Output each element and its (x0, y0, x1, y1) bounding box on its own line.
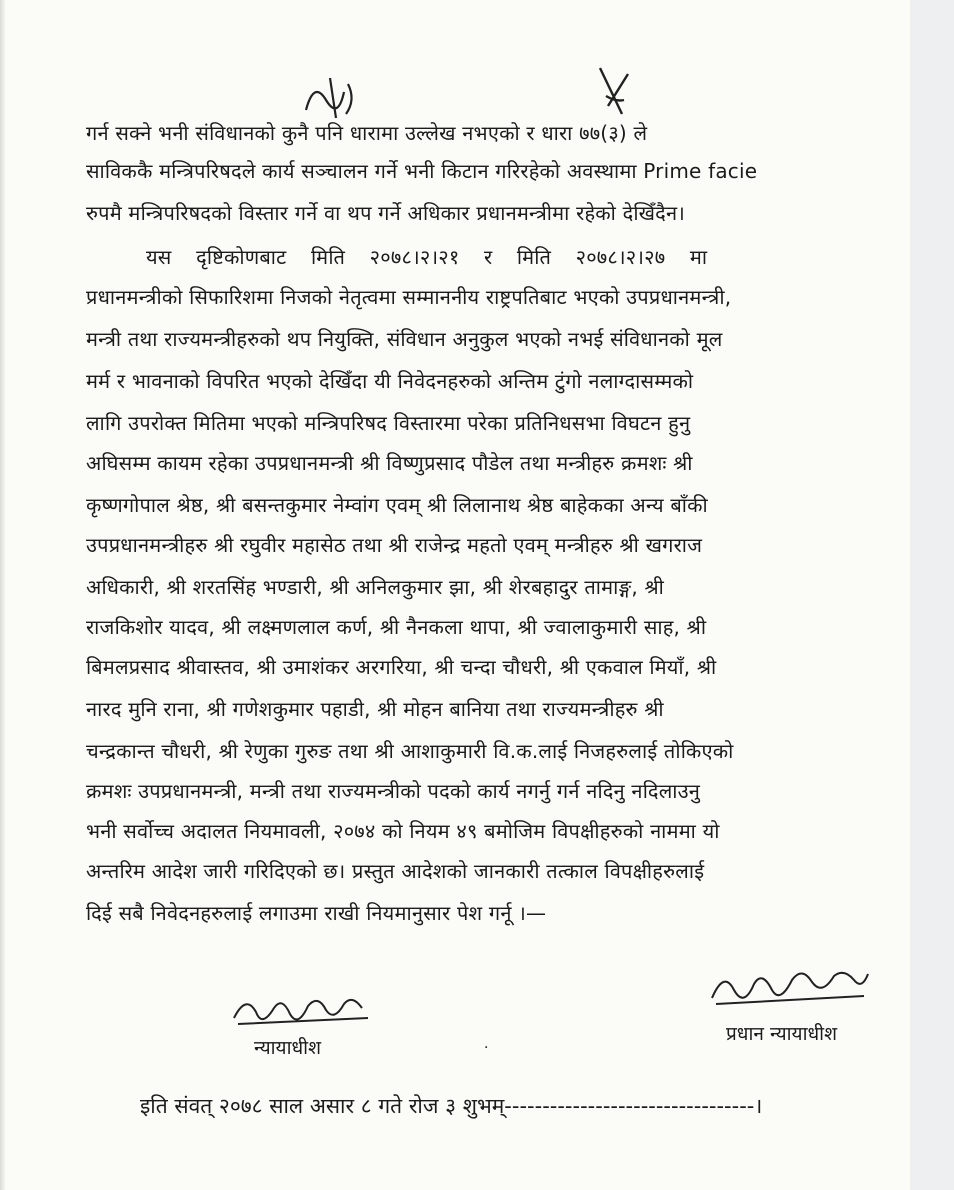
body-line-19: अन्तरिम आदेश जारी गरिदिएको छ। प्रस्तुत आदेशको जानकारी तत्काल विपक्षीहरुलाई (86, 859, 705, 883)
body-line-12: अधिकारी, श्री शरतसिंह भण्डारी, श्री अनिलकुमार झा, श्री शेरबहादुर तामाङ्ग, श्री (86, 575, 665, 599)
left-signature (228, 988, 378, 1038)
body-line-3: रुपमै मन्त्रिपरिषदको विस्तार गर्ने वा थप गर्ने अधिकार प्रधानमन्त्रीमा रहेको देखिँदैन। (86, 201, 686, 225)
body-line-9: अघिसम्म कायम रहेका उपप्रधानमन्त्री श्री विष्णुप्रसाद पौडेल तथा मन्त्रीहरु क्रमशः श्री (86, 451, 693, 475)
right-signature (704, 960, 874, 1016)
body-line-16: चन्द्रकान्त चौधरी, श्री रेणुका गुरुङ तथा श्री आशाकुमारी वि.क.लाई निजहरुलाई तोकिएको (86, 739, 734, 763)
body-line-18: भनी सर्वोच्च अदालत नियमावली, २०७४ को नियम ४९ बमोजिम विपक्षीहरुको नाममा यो (86, 819, 720, 843)
body-line-13: राजकिशोर यादव, श्री लक्ष्मणलाल कर्ण, श्री नैनकला थापा, श्री ज्वालाकुमारी साह, श्री (86, 615, 707, 639)
body-line-4: यस दृष्टिकोणबाट मिति २०७८।२।२१ र मिति २०७८।२।२७ मा (146, 245, 708, 269)
body-line-17: क्रमशः उपप्रधानमन्त्री, मन्त्री तथा राज्यमन्त्रीको पदको कार्य नगर्नु गर्न नदिनु नदिलाउनु (86, 779, 701, 803)
handwritten-cross-mark (592, 64, 642, 124)
stray-dot: · (484, 1040, 489, 1056)
body-line-8: लागि उपरोक्त मितिमा भएको मन्त्रिपरिषद विस्तारमा परेका प्रतिनिधसभा विघटन हुनु (86, 411, 691, 435)
body-line-6: मन्त्री तथा राज्यमन्त्रीहरुको थप नियुक्ति, संविधान अनुकुल भएको नभई संविधानको मूल (86, 327, 723, 351)
scan-shadow-edge (0, 0, 6, 1190)
viewer-margin (910, 0, 954, 1190)
body-line-11: उपप्रधानमन्त्रीहरु श्री रघुवीर महासेठ तथा श्री राजेन्द्र महतो एवम् मन्त्रीहरु श्री खगराज (86, 533, 703, 557)
body-line-10: कृष्णगोपाल श्रेष्ठ, श्री बसन्तकुमार नेम्वांग एवम् श्री लिलानाथ श्रेष्ठ बाहेकका अन्य बाँकी (86, 493, 708, 517)
left-signature-title: न्यायाधीश (254, 1037, 322, 1059)
body-line-20: दिई सबै निवेदनहरुलाई लगाउमा राखी नियमानुसार पेश गर्नू ।— (86, 901, 547, 925)
body-line-7: मर्म र भावनाको विपरित भएको देखिँदा यी निवेदनहरुको अन्तिम टुंगो नलाग्दासम्मको (86, 369, 694, 393)
body-line-1: गर्न सक्ने भनी संविधानको कुनै पनि धारामा उल्लेख नभएको र धारा ७७(३) ले (86, 121, 648, 145)
closing-line: इति संवत् २०७८ साल असार ८ गते रोज ३ शुभम्---------------------------------। (140, 1094, 763, 1118)
body-line-15: नारद मुनि राना, श्री गणेशकुमार पहाडी, श्री मोहन बानिया तथा राज्यमन्त्रीहरु श्री (86, 697, 664, 721)
right-signature-title: प्रधान न्यायाधीश (726, 1023, 838, 1045)
body-line-14: बिमलप्रसाद श्रीवास्तव, श्री उमाशंकर अरगरिया, श्री चन्दा चौधरी, श्री एकवाल मियाँ, श्री (86, 655, 717, 679)
body-line-5: प्रधानमन्त्रीको सिफारिशमा निजको नेतृत्वमा सम्माननीय राष्ट्रपतिबाट भएको उपप्रधानमन्त्री, (86, 285, 732, 309)
body-line-2: साविककै मन्त्रिपरिषदले कार्य सञ्चालन गर्ने भनी किटान गरिरहेको अवस्थामा Prime facie (86, 159, 758, 183)
